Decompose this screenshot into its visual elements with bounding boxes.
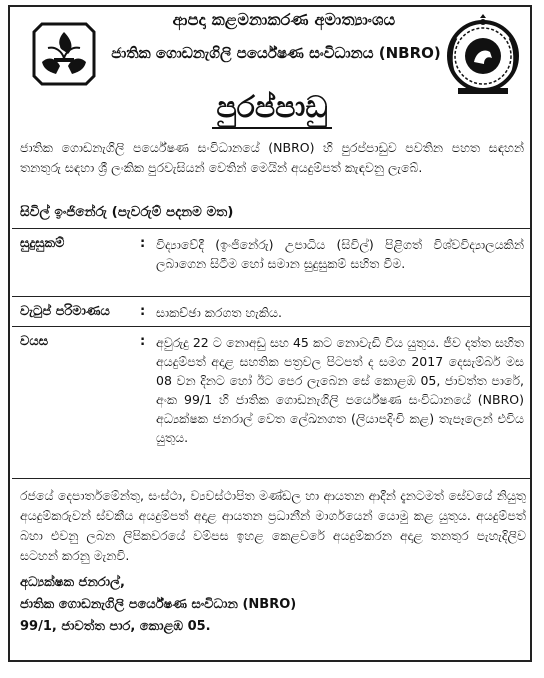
intro-paragraph: ජාතික ගොඩනැගිලි පර්යේෂණ සංවිධානයේ (NBRO) හි පුරප්පාඩුව පවතින පහත සඳහන් තනතුරු සඳහා ශ්‍රී ලංකික පුරවැසියන් වෙතින් මෙයින් අයදුම්පත් කැඳවනු ලැබේ. — [20, 140, 524, 175]
qualifications-label: සුදුසුකම් — [20, 236, 65, 251]
nbro-logo-icon — [28, 18, 100, 90]
page-title — [0, 90, 544, 129]
sri-lanka-emblem-icon — [444, 14, 522, 98]
qualifications-text: විද්‍යාවේදී (ඉංජිනේරු) උපාධිය (සිවිල්) පිළිගත් විශ්වවිද්‍යාලයකින් ලබාගෙන සිටීම හෝ සමාන සුදුසුකම් සහිත වීම. — [156, 237, 524, 271]
divider — [12, 296, 532, 297]
age-colon: : — [140, 334, 146, 349]
institute-heading: ජාතික ගොඩනැගිලි පර්යේෂණ සංවිධානය (NBRO) — [111, 44, 441, 62]
divider — [12, 228, 532, 229]
signature-title: අධ්‍යක්ෂක ජනරාල්, — [20, 575, 125, 590]
ministry-heading: ආපදා කළමනාකරණ අමාත්‍යාංශය — [172, 10, 396, 29]
age-label: වයස — [20, 334, 49, 349]
footer-paragraph: රජයේ දෙපාර්තමේන්තු, සංස්ථා, ව්‍යවස්ථාපිත මණ්ඩල හා ආයතන ආදීන් දැනටමත් සේවයේ නියුතු අයදුම්කරුවන් ස්වකීය අයදුම්පත් අදාළ ආයතන ප්‍රධානීන් මාර්ගයෙන් යොමු කළ යුතුය. අයදුම්පත් බහා එවනු ලබන ලිපිකවරයේ වම්පස ඉහළ කෙළවරේ අයදුම්කරන අදාළ තනතුර පැහැදිලිව සටහන් කරනු මැනවි. — [20, 488, 526, 563]
signature-address: 99/1, ජාවත්ත පාර, කොළඹ 05. — [20, 619, 211, 634]
vacancies-title: පුරප්පාඩු — [212, 90, 331, 129]
qualifications-colon: : — [140, 236, 146, 251]
salary-label: වැටුප් පරිමාණය — [20, 304, 110, 319]
age-text: අවුරුදු 22 ට නොඅඩු සහ 45 කට නොවැඩි විය යුතුය. ජීව දත්ත සහිත අයදුම්පත් අදාළ සහතික පත්‍රවල පිටපත් ද සමග 2017 දෙසැම්බර් මස 08 වන දිනට හෝ ඊට පෙර ලැබෙන සේ කොළඹ 05, ජාවත්ත පාරේ, අංක 99/1 හි ජාතික ගොඩනැගිලි පර්යේෂණ සංවිධානයේ (NBRO) අධ්‍යක්ෂක ජනරාල් වෙත ලේඛනගත (ලියාපදිංචි කළ) තැපෑලෙන් එවිය යුතුය. — [156, 335, 524, 445]
salary-text: සාකච්ඡා කරගත හැකිය. — [156, 305, 282, 320]
salary-colon: : — [140, 304, 146, 319]
divider — [12, 478, 532, 479]
post-title: සිවිල් ඉංජිනේරු (පැවරුම් පදනම මත) — [20, 204, 234, 220]
divider — [12, 326, 532, 327]
signature-institute: ජාතික ගොඩනැගිලි පර්යේෂණ සංවිධාන (NBRO) — [20, 597, 297, 612]
